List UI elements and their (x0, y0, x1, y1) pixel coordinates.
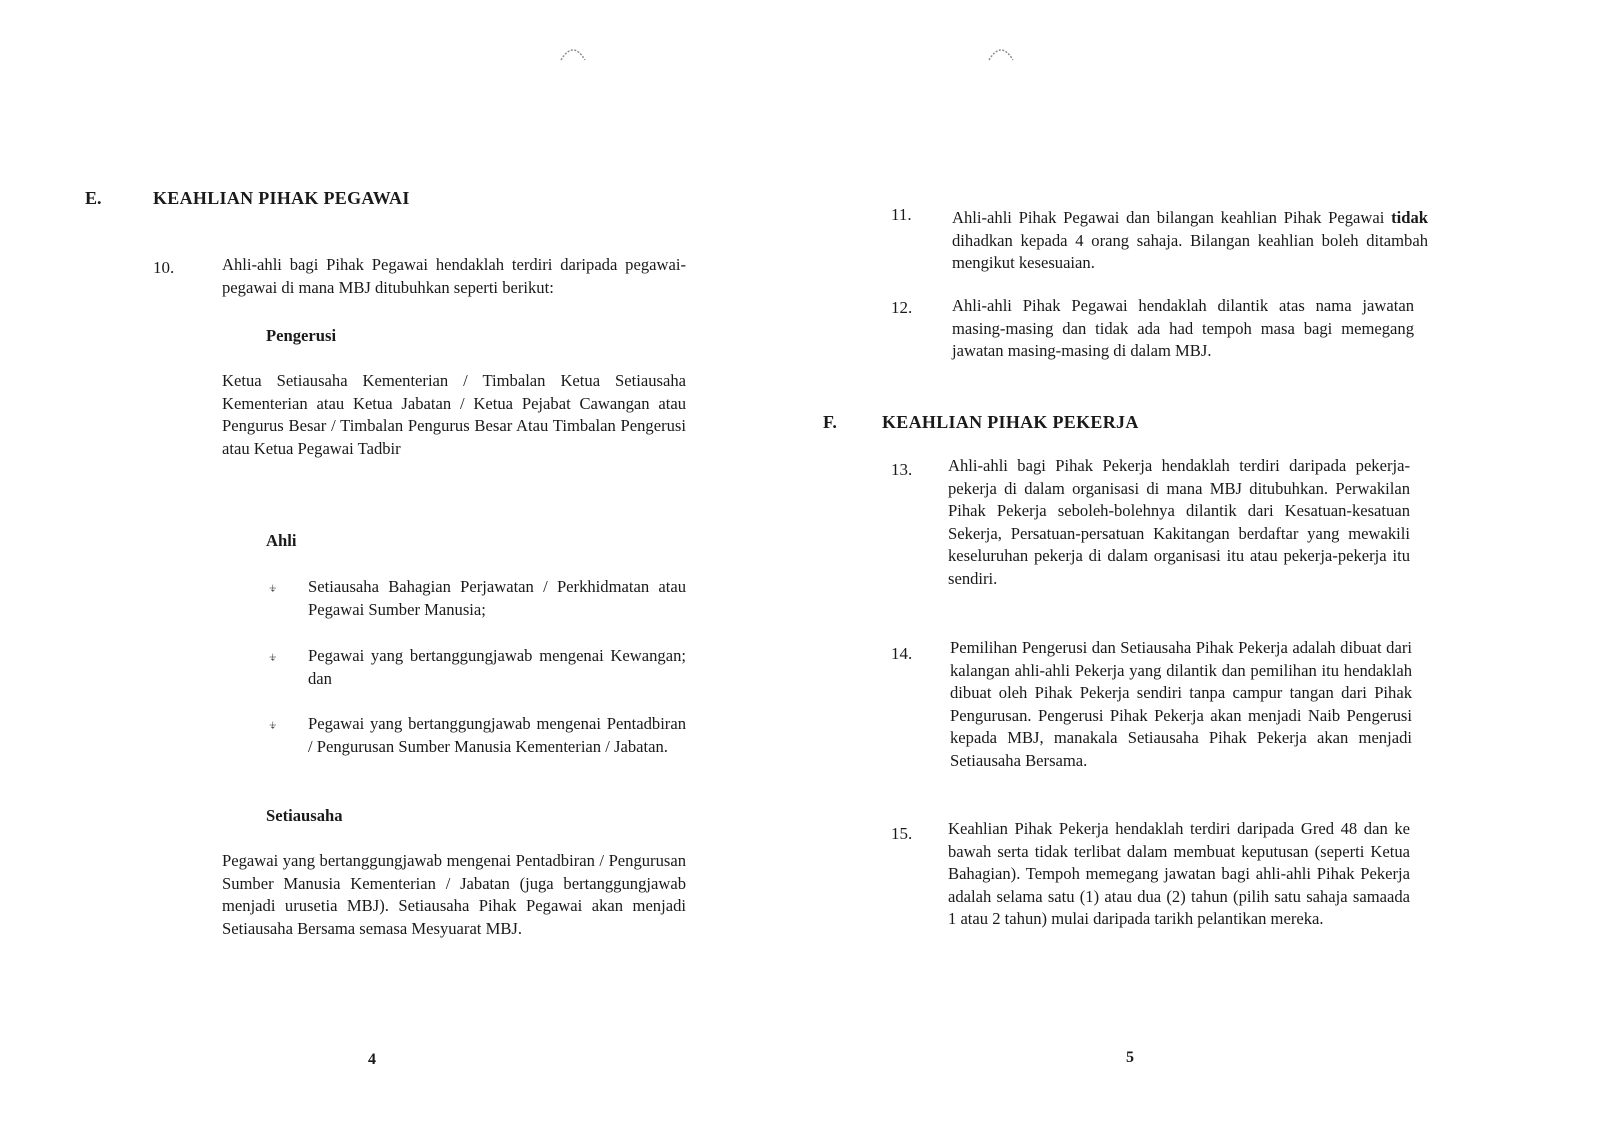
item-paragraph: Ahli-ahli bagi Pihak Pekerja hendaklah terdiri daripada pekerja-pekerja di dalam organisasi di mana MBJ ditubuhkan. Perwakilan Pihak Pekerja seboleh-bolehnya dilantik dari Kesatuan-kesatuan Sekerja, Persatuan-persatuan Kakitangan berdaftar yang mewakili keseluruhan pekerja di dalam organisasi itu atau pekerja-pekerja itu sendiri. (948, 456, 1410, 588)
item-paragraph: Ahli-ahli bagi Pihak Pegawai hendaklah terdiri daripada pegawai-pegawai di mana MBJ ditubuhkan seperti berikut: (222, 255, 686, 297)
section-title: KEAHLIAN PIHAK PEGAWAI (153, 188, 410, 208)
ahli-list-item: Setiausaha Bahagian Perjawatan / Perkhidmatan atau Pegawai Sumber Manusia; (308, 577, 686, 619)
item-paragraph: Ahli-ahli Pihak Pegawai hendaklah dilantik atas nama jawatan masing-masing dan tidak ada had tempoh masa bagi memegang jawatan masing-masing di dalam MBJ. (952, 296, 1414, 361)
section-title: KEAHLIAN PIHAK PEKERJA (882, 412, 1139, 432)
item-number: 12. (891, 298, 913, 317)
emphasis-text: tidak (1391, 208, 1428, 227)
section-letter: F. (823, 412, 837, 432)
item-number: 10. (153, 258, 175, 277)
item-paragraph: Keahlian Pihak Pekerja hendaklah terdiri daripada Gred 48 dan ke bawah serta tidak terlibat dalam membuat keputusan (seperti Ketua Bahagian). Tempoh memegang jawatan bagi ahli-ahli Pihak Pekerja adalah selama satu (1) atau dua (2) tahun (pilih satu sahaja samaada 1 atau 2 tahun) mulai daripada tarikh pelantikan mereka. (948, 819, 1410, 929)
item-paragraph: Pemilihan Pengerusi dan Setiausaha Pihak Pekerja adalah dibuat dari kalangan ahli-ahli Pekerja yang dilantik dan pemilihan itu hendaklah dibuat oleh Pihak Pekerja sendiri tanpa campur tangan dari Pihak Pengurusan. Pengerusi Pihak Pekerja akan menjadi Naib Pengerusi kepada MBJ, manakala Setiausaha Pihak Pekerja akan menjadi Setiausaha Bersama. (950, 638, 1412, 770)
punch-hole-mark-icon (986, 38, 1016, 68)
ahli-list-item: Pegawai yang bertanggungjawab mengenai Kewangan; dan (308, 646, 686, 688)
right-page (800, 0, 1600, 1131)
item-number: 11. (891, 205, 912, 224)
section-letter: E. (85, 188, 102, 208)
setiausaha-paragraph: Pegawai yang bertanggungjawab mengenai Pentadbiran / Pengurusan Sumber Manusia Kementerian / Jabatan (juga bertanggungjawab menjadi urusetia MBJ). Setiausaha Pihak Pegawai akan menjadi Setiausaha Bersama semasa Mesyuarat MBJ. (222, 851, 686, 938)
bullet-icon: ⍖ (268, 717, 278, 734)
item-number: 13. (891, 460, 913, 479)
item-number: 14. (891, 644, 913, 663)
punch-hole-mark-icon (558, 38, 588, 68)
item-paragraph (952, 207, 1428, 275)
item-number: 15. (891, 824, 913, 843)
pengerusi-heading: Pengerusi (266, 326, 337, 345)
setiausaha-heading: Setiausaha (266, 806, 343, 825)
item-text: Ahli-ahli Pihak Pegawai dan bilangan keahlian Pihak Pegawai (952, 208, 1385, 227)
pengerusi-paragraph: Ketua Setiausaha Kementerian / Timbalan Ketua Setiausaha Kementerian atau Ketua Jabatan / Ketua Pejabat Cawangan atau Pengurus Besar / Timbalan Pengurus Besar Atau Timbalan Pengerusi atau Ketua Pegawai Tadbir (222, 371, 686, 458)
ahli-heading: Ahli (266, 531, 297, 550)
ahli-list-item: Pegawai yang bertanggungjawab mengenai Pentadbiran / Pengurusan Sumber Manusia Kementerian / Jabatan. (308, 714, 686, 756)
page-number: 4 (368, 1051, 376, 1068)
item-text: dihadkan kepada 4 orang sahaja. Bilangan keahlian boleh ditambah mengikut kesesuaian. (952, 230, 1428, 273)
page-number: 5 (1126, 1049, 1134, 1066)
bullet-icon: ⍖ (268, 649, 278, 666)
bullet-icon: ⍖ (268, 580, 278, 597)
